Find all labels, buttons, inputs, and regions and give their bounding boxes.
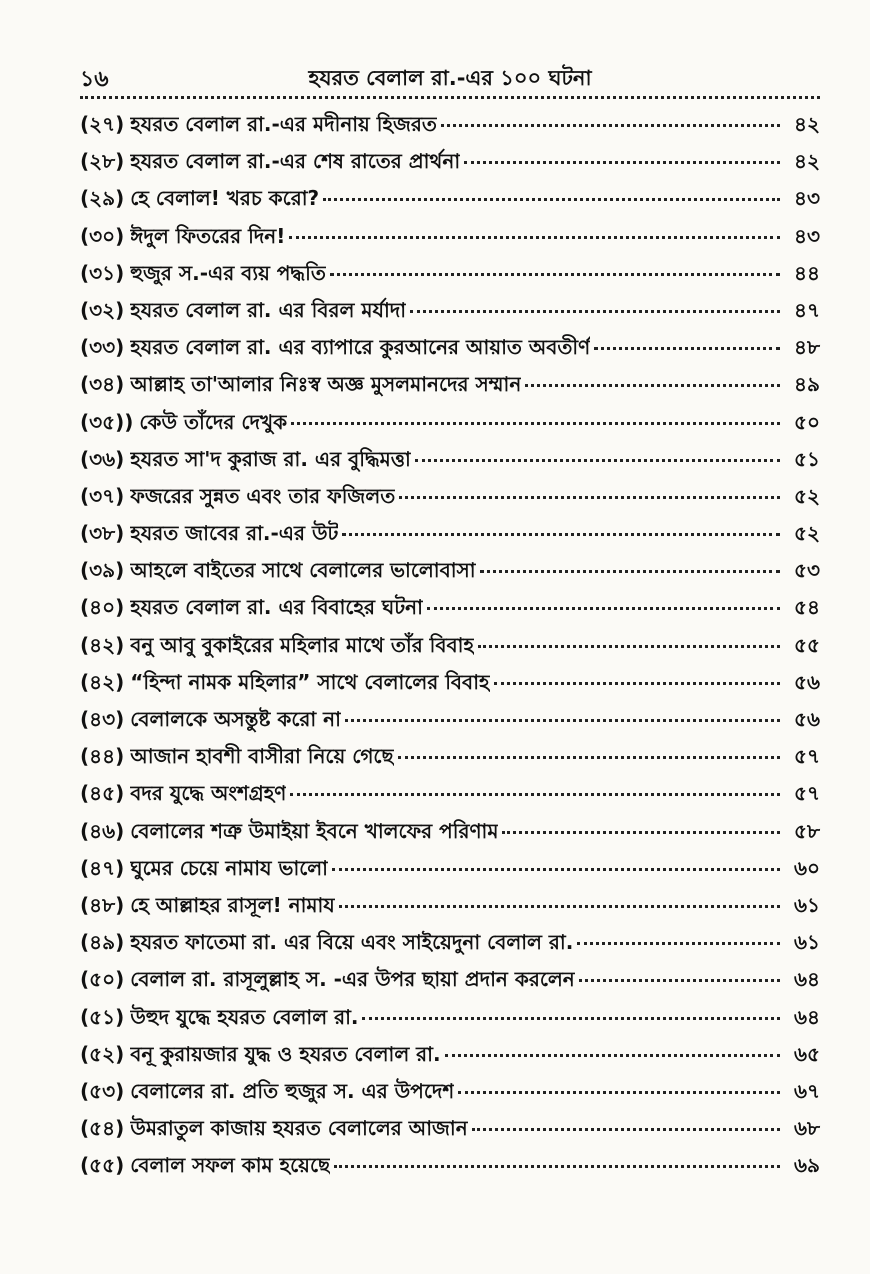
entry-title: হযরত বেলাল রা.-এর মদীনায় হিজরত — [130, 112, 437, 136]
entry-number: (২৭) — [80, 112, 125, 136]
toc-entry — [80, 1036, 820, 1073]
toc-entry — [80, 515, 820, 552]
entry-title: হযরত বেলাল রা. এর বিবাহের ঘটনা — [130, 595, 423, 620]
toc-entry — [80, 106, 820, 143]
dot-leader — [579, 979, 780, 982]
dot-leader — [290, 793, 780, 796]
entry-number: (৫৩) — [80, 1078, 125, 1103]
header-dotted-rule — [80, 96, 820, 99]
entry-page-number: ৫০ — [794, 409, 820, 434]
dot-leader — [289, 236, 780, 239]
entry-title: বনূ কুরায়জার যুদ্ধ ও হযরত বেলাল রা. — [130, 1041, 441, 1066]
entry-page-number: ৫৭ — [794, 781, 820, 806]
entry-title: “হিন্দা নামক মহিলার” সাথে বেলালের বিবাহ — [130, 669, 490, 694]
toc-entry — [80, 329, 820, 366]
dot-leader — [345, 719, 780, 722]
toc-entry — [80, 961, 820, 998]
dot-leader — [472, 1128, 780, 1131]
page-number: ১৬ — [80, 67, 109, 92]
toc-entry — [80, 552, 820, 589]
running-title: হযরত বেলাল রা.-এর ১০০ ঘটনা — [308, 66, 592, 90]
entry-page-number: ৫৫ — [794, 632, 820, 657]
toc-entry — [80, 1110, 820, 1147]
entry-page-number: ৬১ — [794, 930, 820, 955]
entry-page-number: ৫৭ — [794, 744, 820, 769]
toc-entry — [80, 887, 820, 924]
entry-number: (৪৩) — [80, 707, 125, 731]
entry-title: বেলালের রা. প্রতি হুজুর স. এর উপদেশ — [130, 1078, 455, 1103]
entry-title: ফজরের সুন্নত এবং তার ফজিলত — [130, 483, 396, 508]
entry-title: আল্লাহ তা'আলার নিঃস্ব অজ্ঞ মুসলমানদের সম্মান — [130, 372, 522, 397]
entry-page-number: ৬৯ — [794, 1153, 820, 1178]
entry-number: (৪৬) — [80, 818, 125, 843]
dot-leader — [441, 124, 780, 127]
entry-page-number: ৫৬ — [794, 707, 820, 731]
toc-entry — [80, 775, 820, 812]
dot-leader — [332, 868, 780, 871]
table-of-contents — [80, 106, 820, 1184]
entry-title: হযরত সা'দ কুরাজ রা. এর বুদ্ধিমত্তা — [130, 446, 411, 471]
entry-page-number: ৫৬ — [794, 669, 820, 694]
toc-entry — [80, 366, 820, 403]
entry-title: ঘুমের চেয়ে নামায ভালো — [130, 855, 328, 880]
entry-title: হযরত বেলাল রা.-এর শেষ রাতের প্রার্থনা — [130, 149, 461, 174]
entry-page-number: ৬১ — [794, 892, 820, 917]
toc-entry — [80, 627, 820, 664]
dot-leader — [399, 496, 780, 499]
entry-number: (২৮) — [80, 149, 125, 174]
entry-page-number: ৬৭ — [793, 1078, 820, 1103]
dot-leader — [577, 942, 780, 945]
entry-title: বেলাল সফল কাম হয়েছে — [130, 1153, 331, 1178]
entry-page-number: ৫২ — [794, 521, 820, 546]
toc-entry — [80, 441, 820, 478]
entry-number: (৩৮) — [80, 521, 125, 546]
entry-title: আজান হাবশী বাসীরা নিয়ে গেছে — [130, 744, 394, 769]
entry-page-number: ৪৪ — [794, 260, 820, 285]
dot-leader — [334, 1165, 780, 1168]
dot-leader — [410, 310, 780, 313]
page-header — [80, 58, 820, 96]
entry-page-number: ৫৮ — [794, 818, 820, 843]
entry-title: বদর যুদ্ধে অংশগ্রহণ — [130, 781, 287, 806]
entry-number: (৪৪) — [80, 744, 125, 769]
dot-leader — [480, 570, 780, 573]
entry-page-number: ৬৪ — [794, 967, 820, 992]
entry-page-number: ৪৭ — [794, 297, 820, 322]
entry-page-number: ৪৩ — [794, 186, 820, 211]
entry-number: (৪৯) — [80, 930, 125, 955]
entry-page-number: ৫১ — [794, 446, 820, 471]
entry-page-number: ৪৮ — [794, 335, 820, 360]
entry-page-number: ৪২ — [794, 149, 820, 174]
entry-title: হযরত বেলাল রা. এর ব্যাপারে কুরআনের আয়াত অবতীর্ণ — [130, 335, 591, 360]
dot-leader — [445, 1054, 780, 1057]
toc-entry — [80, 404, 820, 441]
entry-page-number: ৫৪ — [794, 595, 820, 620]
dot-leader — [339, 905, 780, 908]
entry-title: হে বেলাল! খরচ করো? — [130, 186, 320, 211]
entry-title: বেলালের শত্রু উমাইয়া ইবনে খালফের পরিণাম — [130, 818, 499, 843]
entry-number: (৪২) — [80, 669, 125, 694]
dot-leader — [415, 459, 780, 462]
toc-entry — [80, 180, 820, 217]
toc-entry — [80, 999, 820, 1036]
entry-number: (৫৫) — [80, 1153, 125, 1178]
entry-title: হুজুর স.-এর ব্যয় পদ্ধতি — [130, 260, 326, 285]
entry-title: বেলালকে অসন্তুষ্ট করো না — [130, 707, 341, 731]
entry-title: উহুদ যুদ্ধে হযরত বেলাল রা. — [130, 1004, 359, 1029]
entry-title: হযরত জাবের রা.-এর উট — [130, 521, 339, 546]
entry-number: (৩২) — [80, 297, 125, 322]
entry-number: (৩১) — [80, 260, 125, 285]
toc-entry — [80, 664, 820, 701]
dot-leader — [594, 347, 780, 350]
dot-leader — [362, 1017, 780, 1020]
entry-number: (৫১) — [80, 1004, 125, 1029]
toc-entry — [80, 813, 820, 850]
dot-leader — [427, 607, 780, 610]
entry-title: হযরত বেলাল রা. এর বিরল মর্যাদা — [130, 297, 407, 322]
dot-leader — [342, 533, 780, 536]
entry-title: হে আল্লাহর রাসূল! নামায — [130, 892, 335, 917]
entry-number: (৩০) — [80, 223, 125, 248]
entry-page-number: ৪৯ — [794, 372, 820, 397]
toc-entry — [80, 589, 820, 626]
entry-number: (৫২) — [80, 1041, 125, 1066]
entry-number: (৪৮) — [80, 892, 125, 917]
entry-page-number: ৪২ — [794, 112, 820, 136]
toc-entry — [80, 1147, 820, 1184]
toc-entry — [80, 143, 820, 180]
entry-title: ঈদুল ফিতরের দিন! — [130, 223, 286, 248]
entry-page-number: ৬৫ — [794, 1041, 820, 1066]
entry-title: বনু আবু বুকাইরের মহিলার মাথে তাঁর বিবাহ — [130, 632, 474, 657]
entry-number: (৩৫)) — [80, 409, 134, 434]
dot-leader — [478, 645, 780, 648]
entry-title: কেউ তাঁদের দেখুক — [139, 409, 288, 434]
dot-leader — [525, 384, 780, 387]
toc-entry — [80, 850, 820, 887]
toc-entry — [80, 255, 820, 292]
entry-page-number: ৬০ — [793, 855, 820, 880]
toc-entry — [80, 218, 820, 255]
toc-entry — [80, 924, 820, 961]
entry-title: উমরাতুল কাজায় হযরত বেলালের আজান — [130, 1116, 468, 1141]
entry-number: (৩৬) — [80, 446, 125, 471]
entry-title: আহলে বাইতের সাথে বেলালের ভালোবাসা — [130, 558, 476, 583]
entry-number: (৪২) — [80, 632, 125, 657]
entry-page-number: ৬৪ — [794, 1004, 820, 1029]
entry-number: (৩৯) — [80, 558, 125, 583]
entry-page-number: ৪৩ — [794, 223, 820, 248]
entry-number: (৩৪) — [80, 372, 125, 397]
entry-page-number: ৬৮ — [794, 1116, 820, 1141]
entry-page-number: ৫২ — [794, 483, 820, 508]
entry-number: (৫৪) — [80, 1116, 125, 1141]
entry-page-number: ৫৩ — [794, 558, 820, 583]
dot-leader — [494, 682, 781, 685]
entry-number: (৪৫) — [80, 781, 125, 806]
toc-entry — [80, 292, 820, 329]
entry-title: হযরত ফাতেমা রা. এর বিয়ে এবং সাইয়েদুনা বেলাল রা. — [130, 930, 574, 955]
dot-leader — [330, 273, 780, 276]
dot-leader — [502, 831, 780, 834]
entry-number: (৪৭) — [80, 855, 125, 880]
toc-entry — [80, 478, 820, 515]
entry-number: (৩৩) — [80, 335, 125, 360]
toc-entry — [80, 701, 820, 738]
entry-number: (৪০) — [80, 595, 125, 620]
dot-leader — [464, 161, 780, 164]
entry-number: (৫০) — [80, 967, 125, 992]
toc-entry — [80, 738, 820, 775]
dot-leader — [398, 756, 780, 759]
entry-number: (২৯) — [80, 186, 125, 211]
entry-number: (৩৭) — [80, 483, 125, 508]
dot-leader — [458, 1091, 780, 1094]
entry-title: বেলাল রা. রাসূলুল্লাহ স. -এর উপর ছায়া প্রদান করলেন — [130, 967, 575, 992]
dot-leader — [291, 422, 780, 425]
toc-entry — [80, 1073, 820, 1110]
dot-leader — [323, 198, 780, 201]
